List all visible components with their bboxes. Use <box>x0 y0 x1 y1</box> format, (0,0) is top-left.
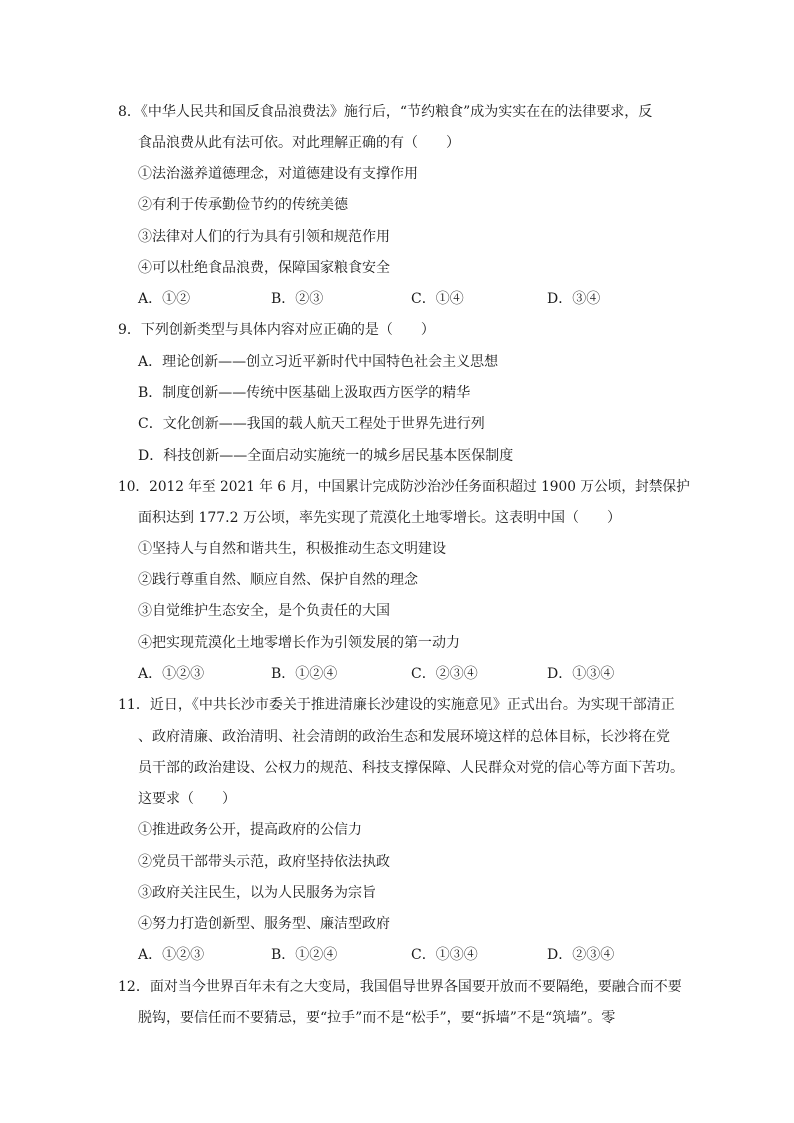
q11-choice-c: C．①③④ <box>411 947 478 963</box>
q12-stem-line2: 脱钩，要信任而不要猜忌，要“拉手”而不是“松手”，要“拆墙”不是“筑墙”。零 <box>138 1010 616 1026</box>
q8-choice-c: C．①④ <box>411 291 464 307</box>
q11-stem-line2: 、政府清廉、政治清明、社会清朗的政治生态和发展环境这样的总体目标，长沙将在党 <box>138 729 670 745</box>
q9-option-d: D．科技创新——全面启动实施统一的城乡居民基本医保制度 <box>138 448 514 464</box>
q11-statement-1: ①推进政务公开，提高政府的公信力 <box>138 822 362 838</box>
q11-statement-3: ③政府关注民生，以为人民服务为宗旨 <box>138 885 376 901</box>
q10-statement-1: ①坚持人与自然和谐共生，积极推动生态文明建设 <box>138 541 446 557</box>
q10-choice-a: A．①②③ <box>138 666 205 682</box>
q9-option-b: B．制度创新——传统中医基础上汲取西方医学的精华 <box>138 385 471 401</box>
q11-statement-4: ④努力打造创新型、服务型、廉洁型政府 <box>138 916 390 932</box>
q10-statement-4: ④把实现荒漠化土地零增长作为引领发展的第一动力 <box>138 635 460 651</box>
q11-statement-2: ②党员干部带头示范，政府坚持依法执政 <box>138 854 390 870</box>
q9-option-c: C．文化创新——我国的载人航天工程处于世界先进行列 <box>138 416 485 432</box>
q8-statement-3: ③法律对人们的行为具有引领和规范作用 <box>138 229 390 245</box>
q10-stem-line2: 面积达到 177.2 万公顷，率先实现了荒漠化土地零增长。这表明中国（ ） <box>138 510 621 526</box>
q8-stem-line1: 8．《中华人民共和国反食品浪费法》施行后，“节约粮食”成为实实在在的法律要求，反 <box>118 104 653 120</box>
q11-stem-line4: 这要求（ ） <box>138 791 236 807</box>
q12-stem-line1: 12．面对当今世界百年未有之大变局，我国倡导世界各国要开放而不要隔绝，要融合而不要 <box>118 979 682 995</box>
q8-statement-2: ②有利于传承勤俭节约的传统美德 <box>138 197 348 213</box>
q11-stem-line1: 11．近日，《中共长沙市委关于推进清廉长沙建设的实施意见》正式出台。为实现干部清正 <box>118 697 675 713</box>
q9-stem-line1: 9．下列创新类型与具体内容对应正确的是（ ） <box>118 322 435 338</box>
q11-choice-d: D．②③④ <box>547 947 615 963</box>
q10-choice-b: B．①②④ <box>271 666 338 682</box>
q9-option-a: A．理论创新——创立习近平新时代中国特色社会主义思想 <box>138 354 499 370</box>
q11-choice-a: A．①②③ <box>138 947 205 963</box>
q8-choices <box>138 289 658 309</box>
q10-choice-c: C．②③④ <box>411 666 478 682</box>
q8-statement-4: ④可以杜绝食品浪费，保障国家粮食安全 <box>138 260 390 276</box>
q10-choice-d: D．①③④ <box>547 666 615 682</box>
q11-choice-b: B．①②④ <box>271 947 338 963</box>
q10-stem-line1: 10．2012 年至 2021 年 6 月，中国累计完成防沙治沙任务面积超过 1900 万公顷，封禁保护 <box>118 479 690 495</box>
q8-statement-1: ①法治滋养道德理念，对道德建设有支撑作用 <box>138 166 418 182</box>
q8-stem-line2: 食品浪费从此有法可依。对此理解正确的有（ ） <box>138 135 460 151</box>
q10-statement-3: ③自觉维护生态安全，是个负责任的大国 <box>138 603 390 619</box>
q8-choice-a: A．①② <box>138 291 191 307</box>
q11-stem-line3: 员干部的政治建设、公权力的规范、科技支撑保障、人民群众对党的信心等方面下苦功。 <box>138 760 684 776</box>
q8-choice-b: B．②③ <box>271 291 324 307</box>
q10-statement-2: ②践行尊重自然、顺应自然、保护自然的理念 <box>138 572 418 588</box>
q10-choices <box>138 664 658 684</box>
q8-choice-d: D．③④ <box>547 291 601 307</box>
q11-choices <box>138 945 658 965</box>
